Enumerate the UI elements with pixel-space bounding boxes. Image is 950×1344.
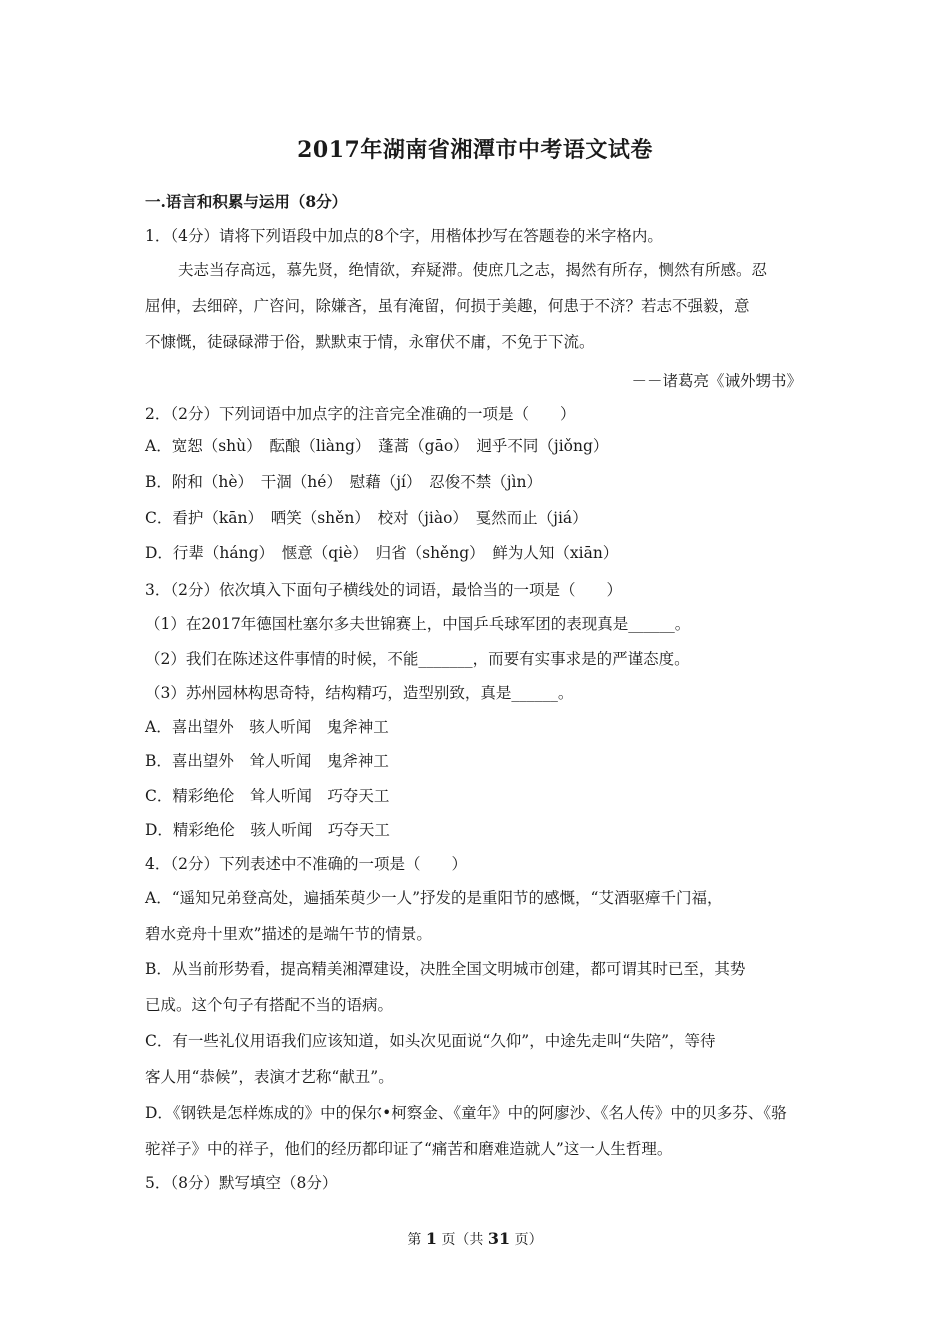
q4-option-a-line-2: 碧水竞舟十里欢”描述的是端午节的情景。 [145, 925, 432, 943]
q4-option-b-line-1: B．从当前形势看，提高精美湘潭建设，决胜全国文明城市创建，都可谓其时已至，其势 [145, 960, 746, 978]
q1-passage-line-2: 屈伸，去细碎，广咨问，除嫌吝，虽有淹留，何损于美趣，何患于不济？若志不强毅，意 [145, 297, 750, 315]
footer-prefix: 第 [407, 1232, 422, 1248]
section-heading: 一.语言和积累与运用（8分） [145, 192, 348, 211]
q1-stem: 1．（4分）请将下列语段中加点的8个字，用楷体抄写在答题卷的米字格内。 [145, 227, 663, 245]
page-footer [0, 1229, 950, 1249]
q3-option-b: B．喜出望外 耸人听闻 鬼斧神工 [145, 752, 389, 770]
document-title: 2017年湖南省湘潭市中考语文试卷 [297, 137, 653, 163]
q3-sentence-2: （2）我们在陈述这件事情的时候，不能_______，而要有实事求是的严谨态度。 [145, 650, 690, 668]
q5-stem: 5．（8分）默写填空（8分） [145, 1174, 338, 1192]
q2-stem: 2．（2分）下列词语中加点字的注音完全准确的一项是（ ） [145, 405, 576, 423]
q4-option-c-line-2: 客人用“恭候”，表演才艺称“献丑”。 [145, 1068, 394, 1086]
footer-page-number: 1 [425, 1229, 437, 1248]
q4-option-d-line-2: 驼祥子》中的祥子，他们的经历都印证了“痛苦和磨难造就人”这一人生哲理。 [145, 1140, 673, 1158]
q4-stem: 4．（2分）下列表述中不准确的一项是（ ） [145, 855, 467, 873]
q3-option-a: A．喜出望外 骇人听闻 鬼斧神工 [145, 718, 389, 736]
footer-suffix: 页） [514, 1232, 543, 1248]
q4-option-a-line-1: A．“遥知兄弟登高处，遍插茱萸少一人”抒发的是重阳节的感慨，“艾酒驱瘴千门福， [145, 889, 723, 907]
q3-option-c: C．精彩绝伦 耸人听闻 巧夺天工 [145, 787, 390, 805]
q1-passage-line-3: 不慷慨，徒碌碌滞于俗，默默束于情，永窜伏不庸，不免于下流。 [145, 333, 595, 351]
q3-sentence-3: （3）苏州园林构思奇特，结构精巧，造型别致，真是______。 [145, 684, 574, 702]
q1-passage-line-1: 夫志当存高远，慕先贤，绝情欲，弃疑滞。使庶几之志，揭然有所存，恻然有所感。忍 [178, 261, 768, 279]
q1-source: －－诸葛亮《诫外甥书》 [631, 372, 802, 390]
footer-middle: 页（共 [441, 1232, 484, 1248]
q4-option-c-line-1: C．有一些礼仪用语我们应该知道，如头次见面说“久仰”，中途先走叫“失陪”，等待 [145, 1032, 716, 1050]
q2-option-d: D．行辈（háng） 惬意（qiè） 归省（shěng） 鲜为人知（xiān） [145, 544, 619, 562]
q2-option-a: A．宽恕（shù） 酝酿（liàng） 蓬蒿（gāo） 迥乎不同（jiǒng） [145, 437, 609, 455]
q4-option-b-line-2: 已成。这个句子有搭配不当的语病。 [145, 996, 394, 1014]
q2-option-b: B．附和（hè） 干涸（hé） 慰藉（jí） 忍俊不禁（jìn） [145, 473, 542, 491]
q3-sentence-1: （1）在2017年德国杜塞尔多夫世锦赛上，中国乒乓球军团的表现真是______。 [145, 615, 691, 633]
q2-option-c: C．看护（kān） 哂笑（shěn） 校对（jiào） 戛然而止（jiá） [145, 509, 588, 527]
footer-total-pages: 31 [487, 1229, 511, 1248]
q3-option-d: D．精彩绝伦 骇人听闻 巧夺天工 [145, 821, 390, 839]
q4-option-d-line-1: D．《钢铁是怎样炼成的》中的保尔•柯察金、《童年》中的阿廖沙、《名人传》中的贝多芬、《骆 [145, 1104, 787, 1122]
q3-stem: 3．（2分）依次填入下面句子横线处的词语，最恰当的一项是（ ） [145, 581, 622, 599]
